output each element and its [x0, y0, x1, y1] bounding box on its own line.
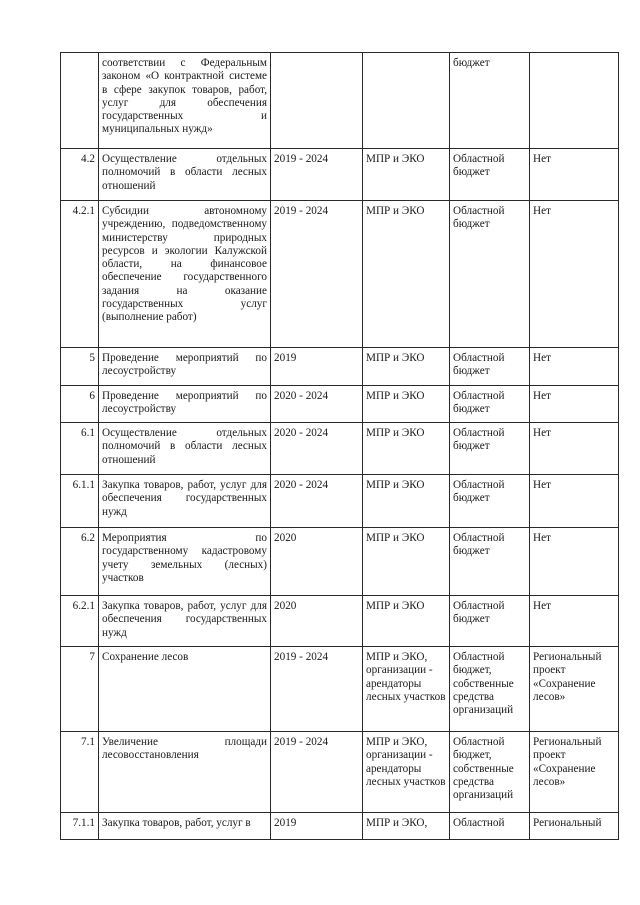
executor-cell: МПР и ЭКО,: [363, 813, 450, 840]
executor-cell: МПР и ЭКО: [363, 348, 450, 386]
row-number: 4.2: [61, 149, 99, 201]
table-row: [61, 813, 619, 840]
measure-name: Сохранение лесов: [99, 647, 271, 732]
period-cell: 2020 - 2024: [271, 423, 363, 475]
period-cell: 2019: [271, 813, 363, 840]
row-number: 7.1: [61, 732, 99, 813]
table-row: [61, 53, 619, 149]
regional-project-cell: Нет: [530, 423, 619, 475]
row-number: 6: [61, 386, 99, 423]
period-cell: 2020: [271, 596, 363, 647]
executor-cell: МПР и ЭКО: [363, 528, 450, 596]
measure-name: Мероприятия по государственному кадастровому учету земельных (лесных) участков: [99, 528, 271, 596]
row-number: 6.1: [61, 423, 99, 475]
funding-source-cell: бюджет: [450, 53, 530, 149]
period-cell: 2019 - 2024: [271, 647, 363, 732]
measure-name: Проведение мероприятий по лесоустройству: [99, 386, 271, 423]
regional-project-cell: Нет: [530, 596, 619, 647]
table-row: [61, 528, 619, 596]
measure-name: Закупка товаров, работ, услуг для обеспечения государственных нужд: [99, 596, 271, 647]
table-row: [61, 596, 619, 647]
table-row: [61, 201, 619, 348]
funding-source-cell: Областной бюджет: [450, 386, 530, 423]
table-row: [61, 732, 619, 813]
funding-source-cell: Областной бюджет: [450, 596, 530, 647]
measure-name: Осуществление отдельных полномочий в области лесных отношений: [99, 149, 271, 201]
funding-source-cell: Областной бюджет: [450, 528, 530, 596]
executor-cell: МПР и ЭКО: [363, 475, 450, 528]
period-cell: 2019 - 2024: [271, 732, 363, 813]
row-number: 6.2: [61, 528, 99, 596]
funding-source-cell: Областной бюджет: [450, 423, 530, 475]
executor-cell: МПР и ЭКО: [363, 596, 450, 647]
period-cell: 2020 - 2024: [271, 386, 363, 423]
funding-source-cell: Областной бюджет: [450, 201, 530, 348]
regional-project-cell: [530, 53, 619, 149]
period-cell: 2019 - 2024: [271, 149, 363, 201]
table-row: [61, 423, 619, 475]
regional-project-cell: Региональный проект «Сохранение лесов»: [530, 647, 619, 732]
executor-cell: МПР и ЭКО: [363, 423, 450, 475]
regional-project-cell: Нет: [530, 475, 619, 528]
executor-cell: МПР и ЭКО, организации - арендаторы лесных участков: [363, 732, 450, 813]
row-number: 7.1.1: [61, 813, 99, 840]
measure-name: Закупка товаров, работ, услуг для обеспечения государственных нужд: [99, 475, 271, 528]
period-cell: 2020 - 2024: [271, 475, 363, 528]
row-number: 5: [61, 348, 99, 386]
measure-name: Проведение мероприятий по лесоустройству: [99, 348, 271, 386]
table-row: [61, 647, 619, 732]
executor-cell: МПР и ЭКО: [363, 386, 450, 423]
table-row: [61, 348, 619, 386]
row-number: 7: [61, 647, 99, 732]
measure-name: Осуществление отдельных полномочий в области лесных отношений: [99, 423, 271, 475]
funding-source-cell: Областной бюджет: [450, 348, 530, 386]
period-cell: 2020: [271, 528, 363, 596]
row-number: 4.2.1: [61, 201, 99, 348]
table-row: [61, 475, 619, 528]
funding-source-cell: Областной бюджет, собственные средства организаций: [450, 647, 530, 732]
table-row: [61, 386, 619, 423]
measure-name: Закупка товаров, работ, услуг в: [99, 813, 271, 840]
row-number: 6.1.1: [61, 475, 99, 528]
executor-cell: МПР и ЭКО: [363, 149, 450, 201]
regional-project-cell: Региональный проект «Сохранение лесов»: [530, 732, 619, 813]
regional-project-cell: Нет: [530, 201, 619, 348]
row-number: [61, 53, 99, 149]
period-cell: 2019: [271, 348, 363, 386]
table-row: [61, 149, 619, 201]
measure-name: Субсидии автономному учреждению, подведомственному министерству природных ресурсов и экологии Калужской области, на финансовое обеспечение государственного задания на оказание государственных услуг (выполнение работ): [99, 201, 271, 348]
regional-project-cell: Нет: [530, 386, 619, 423]
funding-source-cell: Областной бюджет: [450, 149, 530, 201]
measure-name: Увеличение площади лесовосстановления: [99, 732, 271, 813]
row-number: 6.2.1: [61, 596, 99, 647]
funding-source-cell: Областной: [450, 813, 530, 840]
period-cell: 2019 - 2024: [271, 201, 363, 348]
funding-source-cell: Областной бюджет: [450, 475, 530, 528]
regional-project-cell: Нет: [530, 528, 619, 596]
measure-name: соответствии с Федеральным законом «О контрактной системе в сфере закупок товаров, работ, услуг для обеспечения государственных и муниципальных нужд»: [99, 53, 271, 149]
regional-project-cell: Региональный: [530, 813, 619, 840]
executor-cell: [363, 53, 450, 149]
regional-project-cell: Нет: [530, 149, 619, 201]
program-measures-table: [60, 52, 619, 840]
regional-project-cell: Нет: [530, 348, 619, 386]
period-cell: [271, 53, 363, 149]
funding-source-cell: Областной бюджет, собственные средства организаций: [450, 732, 530, 813]
executor-cell: МПР и ЭКО, организации - арендаторы лесных участков: [363, 647, 450, 732]
executor-cell: МПР и ЭКО: [363, 201, 450, 348]
